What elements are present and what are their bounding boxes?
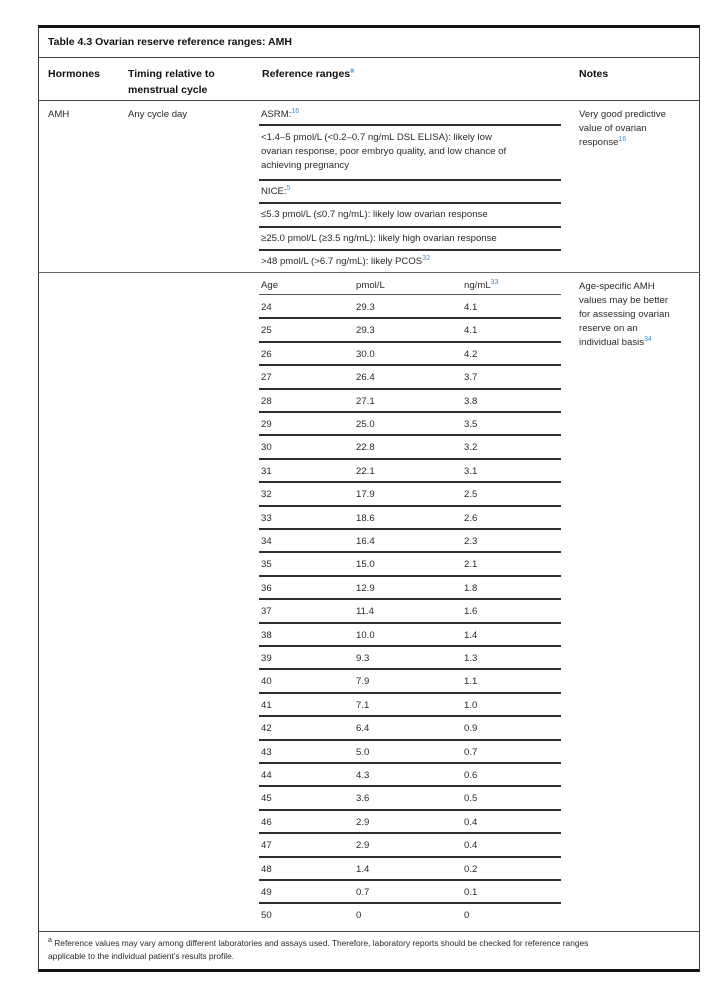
ng-cell: 0.4 [464, 840, 478, 852]
note-age-line5-text: individual basis [579, 337, 645, 348]
nice-high-separator [259, 249, 561, 251]
asrm-criteria-separator [259, 179, 561, 181]
footnote-line2: applicable to the individual patient’s results profile. [48, 951, 235, 961]
age-table-row [259, 483, 561, 506]
header-notes: Notes [579, 68, 609, 80]
age-cell: 38 [261, 629, 272, 641]
ng-cell: 1.8 [464, 582, 478, 594]
pmol-cell: 3.6 [356, 793, 370, 805]
pmol-cell: 5.0 [356, 746, 370, 758]
age-table-row [259, 811, 561, 834]
pmol-cell: 18.6 [356, 512, 375, 524]
age-cell: 45 [261, 793, 272, 805]
ng-cell: 2.6 [464, 512, 478, 524]
note-age-ref: 34 [644, 335, 652, 343]
age-table-row [259, 413, 561, 436]
age-cell: 32 [261, 489, 272, 501]
age-table-row [259, 624, 561, 647]
ng-cell: 4.1 [464, 325, 478, 337]
asrm-label [261, 108, 299, 122]
age-cell: 42 [261, 723, 272, 735]
age-table-row [259, 694, 561, 717]
age-cell: 30 [261, 442, 272, 454]
note-predictive-line3-text: response [579, 137, 619, 148]
age-cell: 41 [261, 699, 272, 711]
pmol-col-header: pmol/L [356, 280, 385, 291]
ng-cell: 3.8 [464, 395, 478, 407]
age-table-row [259, 343, 561, 366]
asrm-criteria-line3: achieving pregnancy [261, 160, 350, 171]
pcos-ref: 32 [422, 254, 431, 262]
timing-cell: Any cycle day [128, 109, 188, 120]
note-predictive [579, 108, 694, 150]
age-col-header: Age [261, 280, 279, 291]
note-age-line1: Age-specific AMH [579, 281, 655, 292]
ng-cell: 3.7 [464, 372, 478, 384]
ng-cell: 1.3 [464, 653, 478, 664]
nice-label-text: NICE: [261, 186, 287, 197]
header-timing [128, 66, 215, 98]
ng-cell: 3.2 [464, 442, 478, 454]
note-age-specific [579, 280, 694, 350]
ng-cell: 2.3 [464, 536, 478, 547]
ng-cell: 2.1 [464, 559, 478, 571]
hormone-cell: AMH [48, 109, 70, 120]
section-rule [38, 272, 700, 273]
pmol-cell: 16.4 [356, 536, 375, 547]
age-cell: 40 [261, 676, 272, 688]
pmol-cell: 12.9 [356, 582, 375, 594]
pmol-cell: 2.9 [356, 816, 370, 828]
age-table-row [259, 787, 561, 810]
header-reference-label: Reference ranges [262, 68, 351, 80]
note-age-line2: values may be better [579, 295, 669, 306]
ng-cell: 1.6 [464, 606, 478, 618]
note-predictive-line2: value of ovarian [579, 123, 647, 134]
age-cell: 43 [261, 746, 272, 758]
age-table-row [259, 764, 561, 787]
age-cell: 50 [261, 910, 272, 922]
asrm-ref: 16 [291, 107, 300, 115]
header-top-rule [38, 57, 700, 58]
ng-cell: 1.0 [464, 699, 478, 711]
ng-cell: 3.1 [464, 465, 478, 477]
age-table-row [259, 834, 561, 857]
age-cell: 33 [261, 512, 272, 524]
age-cell: 24 [261, 302, 272, 313]
footnote-rule [38, 931, 700, 932]
age-table-row [259, 296, 561, 319]
pmol-cell: 11.4 [356, 606, 374, 618]
asrm-separator [259, 124, 561, 126]
age-cell: 49 [261, 887, 272, 898]
age-cell: 46 [261, 816, 272, 828]
ng-cell: 0.6 [464, 770, 478, 781]
nice-low-separator [259, 226, 561, 228]
age-cell: 34 [261, 536, 272, 547]
age-cell: 47 [261, 840, 272, 852]
pmol-cell: 29.3 [356, 325, 375, 337]
asrm-criteria [261, 131, 561, 173]
asrm-label-text: ASRM: [261, 109, 292, 120]
ng-cell: 0.4 [464, 816, 478, 828]
age-header-separator [259, 294, 561, 295]
pmol-cell: 9.3 [356, 653, 370, 664]
nice-low-response: ≤5.3 pmol/L (≤0.7 ng/mL): likely low ovarian response [261, 209, 488, 220]
age-table-row [259, 530, 561, 553]
ng-cell: 0.5 [464, 793, 478, 805]
pmol-cell: 1.4 [356, 863, 370, 875]
age-table-row [259, 577, 561, 600]
pmol-cell: 17.9 [356, 489, 375, 501]
footnote-mark: a [48, 937, 52, 945]
nice-label [261, 185, 291, 199]
header-bottom-rule [38, 100, 700, 101]
age-table-row [259, 741, 561, 764]
pmol-cell: 7.9 [356, 676, 370, 688]
note-age-line5 [579, 336, 694, 350]
age-table-row [259, 670, 561, 693]
footnote-line1-text: Reference values may vary among different laboratories and assays used. Therefore, laboratory reports should be checked for reference ranges [54, 938, 589, 948]
age-cell: 28 [261, 395, 272, 407]
table-title: Table 4.3 Ovarian reserve reference ranges: AMH [48, 36, 292, 48]
ng-cell: 0 [464, 910, 470, 922]
note-age-line4: reserve on an [579, 323, 638, 334]
age-cell: 39 [261, 653, 272, 664]
age-cell: 35 [261, 559, 272, 571]
asrm-criteria-line2: ovarian response, poor embryo quality, and low chance of [261, 146, 507, 157]
pmol-cell: 26.4 [356, 372, 375, 384]
note-age-line3: for assessing ovarian [579, 309, 670, 320]
pmol-cell: 0 [356, 910, 362, 922]
header-reference-footnote-mark: a [350, 67, 355, 75]
age-cell: 29 [261, 419, 272, 430]
footnote-line1 [48, 937, 688, 950]
nice-high-response: ≥25.0 pmol/L (≥3.5 ng/mL): likely high ovarian response [261, 233, 497, 244]
ng-cell: 4.1 [464, 302, 478, 313]
age-cell: 48 [261, 863, 272, 875]
ng-cell: 4.2 [464, 348, 478, 360]
ng-cell: 0.1 [464, 887, 478, 898]
age-table-row [259, 319, 561, 342]
header-reference-ranges [262, 66, 354, 82]
age-table-row [259, 858, 561, 881]
pmol-cell: 15.0 [356, 559, 375, 571]
pmol-cell: 7.1 [356, 699, 370, 711]
ng-cell: 3.5 [464, 419, 478, 430]
ng-col-header [464, 279, 498, 293]
age-cell: 37 [261, 606, 272, 618]
age-table-row [259, 600, 561, 623]
pmol-cell: 0.7 [356, 887, 370, 898]
pmol-cell: 6.4 [356, 723, 370, 735]
age-cell: 27 [261, 372, 272, 384]
age-table-row [259, 553, 561, 576]
pmol-cell: 30.0 [356, 348, 375, 360]
nice-separator [259, 202, 561, 204]
header-hormones: Hormones [48, 68, 100, 80]
header-timing-line2: menstrual cycle [128, 84, 208, 96]
ng-col-ref: 33 [490, 278, 499, 286]
age-cell: 36 [261, 582, 272, 594]
ng-cell: 0.2 [464, 863, 478, 875]
age-table-row [259, 460, 561, 483]
age-table-row [259, 717, 561, 740]
age-table-row [259, 436, 561, 459]
age-table-row [259, 366, 561, 389]
ng-cell: 2.5 [464, 489, 478, 501]
age-table-row [259, 507, 561, 530]
ng-cell: 0.7 [464, 746, 478, 758]
note-predictive-ref: 16 [618, 135, 627, 143]
ng-cell: 1.4 [464, 629, 478, 641]
age-table-row [259, 904, 561, 927]
header-timing-line1: Timing relative to [128, 68, 215, 80]
pcos-criteria [261, 255, 430, 269]
age-cell: 44 [261, 770, 272, 781]
ng-cell: 1.1 [464, 676, 478, 688]
footnote [48, 937, 688, 963]
nice-ref: 5 [286, 184, 291, 192]
pmol-cell: 2.9 [356, 840, 370, 852]
age-table-row [259, 881, 561, 904]
age-cell: 31 [261, 465, 272, 477]
pmol-cell: 27.1 [356, 395, 375, 407]
pcos-text: >48 pmol/L (>6.7 ng/mL): likely PCOS [261, 256, 423, 267]
asrm-criteria-line1: <1.4–5 pmol/L (<0.2–0.7 ng/mL DSL ELISA): likely low [261, 132, 492, 143]
ng-col-header-text: ng/mL [464, 280, 491, 291]
pmol-cell: 22.8 [356, 442, 375, 454]
pmol-cell: 4.3 [356, 770, 370, 781]
age-table-row [259, 647, 561, 670]
ng-cell: 0.9 [464, 723, 478, 735]
note-predictive-line1: Very good predictive [579, 109, 666, 120]
pmol-cell: 10.0 [356, 629, 375, 641]
pmol-cell: 22.1 [356, 465, 375, 477]
age-table-row [259, 390, 561, 413]
note-predictive-line3 [579, 136, 694, 150]
age-cell: 26 [261, 348, 272, 360]
pmol-cell: 29.3 [356, 302, 375, 313]
pmol-cell: 25.0 [356, 419, 375, 430]
age-cell: 25 [261, 325, 272, 337]
